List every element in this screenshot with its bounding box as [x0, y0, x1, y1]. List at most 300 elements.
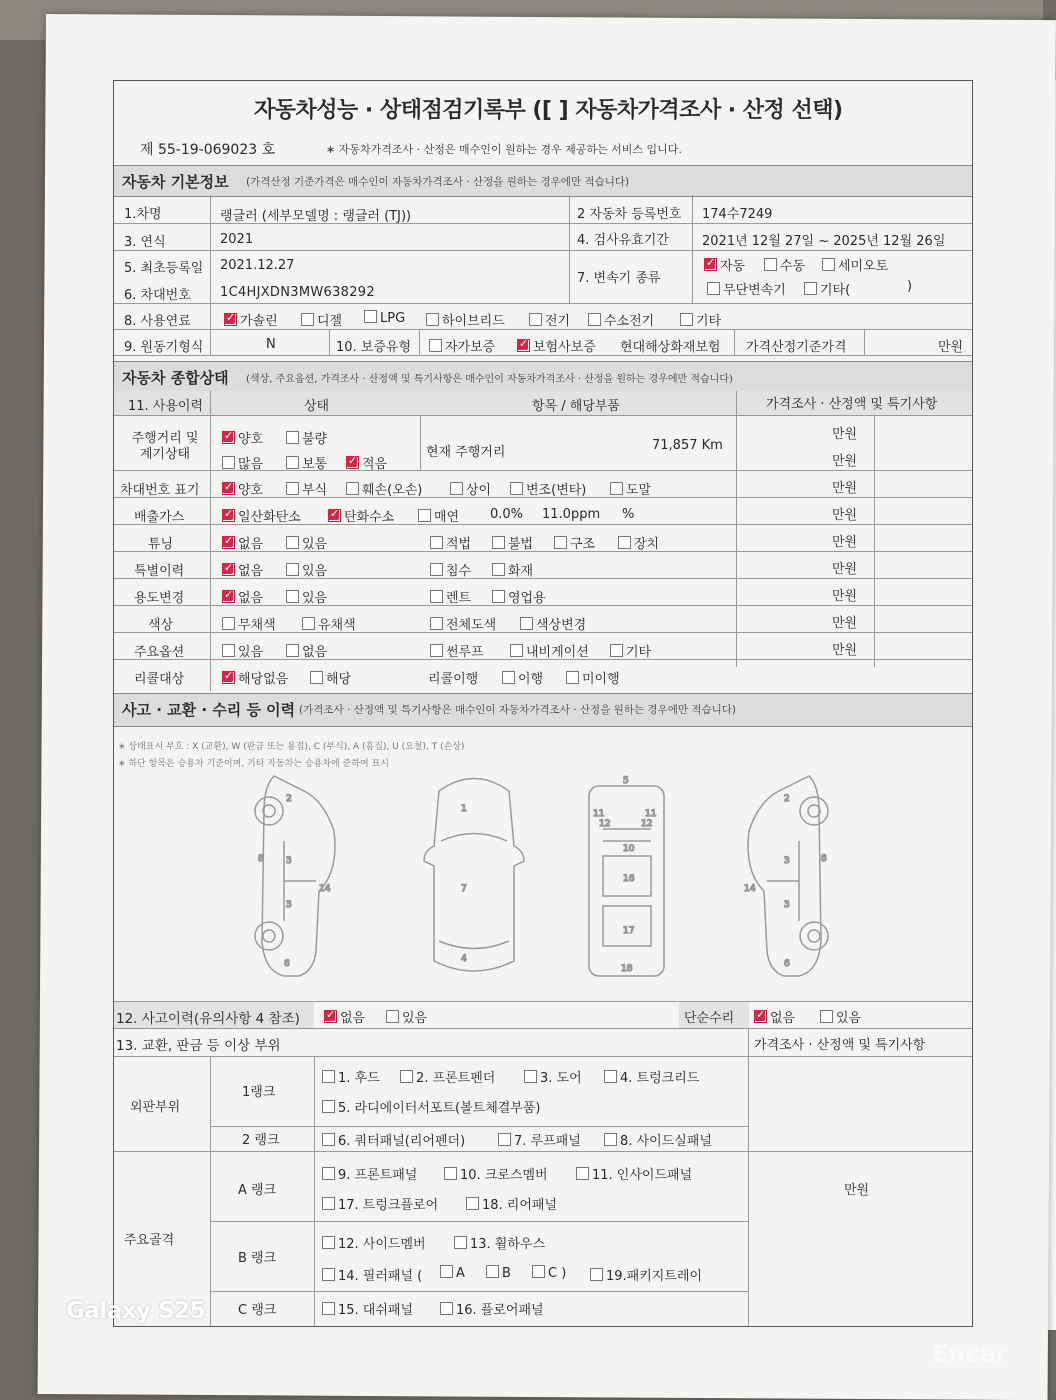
registration-label: 2 자동차 등록번호 — [577, 207, 682, 222]
fuel-hybrid[interactable] — [426, 310, 505, 329]
option-label: 3. 도어 — [540, 1071, 582, 1086]
vin-marking-damaged[interactable] — [346, 479, 422, 498]
svg-text:12: 12 — [641, 819, 653, 829]
price-column-header: 가격조사 · 산정액 및 특기사항 — [766, 397, 938, 412]
checkbox[interactable] — [430, 644, 443, 657]
recall-none[interactable] — [222, 668, 288, 687]
checkbox-checked[interactable] — [517, 339, 530, 352]
option-label: 7. 루프패널 — [514, 1134, 581, 1149]
option-label: 렌트 — [446, 591, 472, 606]
emission-co[interactable] — [222, 506, 301, 525]
checkbox[interactable] — [610, 644, 623, 657]
state-column-header: 상태 — [304, 399, 330, 414]
option-label: 수동 — [780, 259, 806, 274]
checkbox[interactable] — [286, 590, 299, 603]
option-label: 양호 — [238, 483, 264, 498]
option-label: 일산화탄소 — [238, 510, 301, 525]
option-label: 화재 — [508, 564, 534, 579]
tuning-legal[interactable] — [430, 533, 471, 552]
repair-none[interactable] — [754, 1007, 795, 1026]
svg-text:6: 6 — [784, 959, 790, 969]
part-trunk-lid[interactable] — [604, 1067, 699, 1086]
checkbox-checked[interactable] — [222, 590, 235, 603]
option-label: 17. 트렁크플로어 — [338, 1198, 439, 1213]
tuning-device[interactable] — [618, 533, 659, 552]
use-change-none[interactable] — [222, 587, 263, 606]
option-label: 2. 프론트펜더 — [416, 1071, 496, 1086]
option-label: 보험사보증 — [533, 340, 596, 355]
accident-header — [114, 693, 972, 727]
fuel-lpg[interactable] — [364, 310, 405, 326]
tuning-yes[interactable] — [286, 533, 327, 552]
option-label: 썬루프 — [446, 645, 484, 660]
checkbox[interactable] — [588, 313, 601, 326]
option-label: 기타( — [820, 283, 851, 298]
checkbox[interactable] — [498, 1133, 511, 1146]
checkbox[interactable] — [510, 482, 523, 495]
main-frame-label: 주요골격 — [124, 1233, 175, 1248]
checkbox[interactable] — [430, 590, 443, 603]
warranty-insurer[interactable] — [517, 336, 596, 355]
checkbox-checked[interactable] — [704, 258, 717, 271]
transmission-semi-auto-option[interactable] — [822, 255, 888, 274]
option-label: 많음 — [238, 457, 264, 472]
checkbox[interactable] — [322, 1236, 335, 1249]
checkbox-checked[interactable] — [754, 1010, 767, 1023]
tuning-illegal[interactable] — [492, 533, 533, 552]
part-package-tray[interactable] — [590, 1265, 702, 1284]
part-pillar-b[interactable] — [486, 1265, 511, 1281]
repair-yes[interactable] — [820, 1007, 861, 1026]
fuel-electric[interactable] — [529, 310, 570, 329]
checkbox[interactable] — [554, 536, 567, 549]
checkbox[interactable] — [492, 563, 505, 576]
checkbox[interactable] — [604, 1070, 617, 1083]
checkbox[interactable] — [680, 313, 693, 326]
svg-text:18: 18 — [621, 964, 633, 974]
service-note: ∗ 자동차가격조사 · 산정은 매수인이 원하는 경우 제공하는 서비스 입니다. — [326, 143, 682, 156]
part-side-sill[interactable] — [604, 1130, 712, 1149]
checkbox[interactable] — [454, 1236, 467, 1249]
option-label: 상이 — [466, 483, 492, 498]
checkbox[interactable] — [286, 482, 299, 495]
checkbox[interactable] — [322, 1100, 335, 1113]
checkbox[interactable] — [466, 1197, 479, 1210]
part-radiator-support[interactable] — [322, 1097, 541, 1116]
rankA-label: A 랭크 — [238, 1183, 277, 1198]
recall-applicable[interactable] — [310, 668, 351, 687]
option-label: C ) — [548, 1266, 567, 1281]
first-reg-value: 2021.12.27 — [220, 258, 295, 273]
emission-label: 배출가스 — [134, 510, 185, 525]
color-chromatic[interactable] — [302, 614, 356, 633]
fuel-hydrogen[interactable] — [588, 310, 654, 329]
svg-text:14: 14 — [744, 884, 756, 894]
special-fire[interactable] — [492, 560, 533, 579]
warranty-self[interactable] — [429, 336, 495, 355]
mileage-normal[interactable] — [286, 453, 327, 472]
fuel-label: 8. 사용연료 — [124, 314, 191, 329]
checkbox-checked[interactable] — [328, 509, 341, 522]
svg-text:5: 5 — [623, 776, 629, 786]
option-label: 자가보증 — [445, 340, 496, 355]
use-change-commercial[interactable] — [492, 587, 546, 606]
svg-text:3: 3 — [784, 856, 790, 866]
checkbox[interactable] — [302, 617, 315, 630]
status-title: 자동차 종합상태 — [122, 369, 229, 387]
emission-hc-value: 11.0ppm — [542, 507, 601, 522]
option-label: 디젤 — [317, 314, 343, 329]
outer-panel-label: 외판부위 — [130, 1100, 181, 1115]
option-label: 변조(변타) — [526, 483, 587, 498]
checkbox[interactable] — [286, 563, 299, 576]
option-label: 있음 — [836, 1011, 862, 1026]
checkbox[interactable] — [820, 1010, 833, 1023]
option-label: 미이행 — [582, 672, 620, 687]
inspection-form — [113, 80, 973, 1327]
checkbox-checked[interactable] — [346, 456, 359, 469]
svg-text:17: 17 — [623, 926, 635, 936]
part-cross-member[interactable] — [444, 1164, 548, 1183]
checkbox[interactable] — [440, 1302, 453, 1315]
checkbox-checked[interactable] — [222, 509, 235, 522]
part-trunk-floor[interactable] — [322, 1194, 438, 1213]
options-other[interactable] — [610, 641, 651, 660]
fuel-gasoline[interactable] — [224, 310, 278, 329]
special-yes[interactable] — [286, 560, 327, 579]
registration-value: 174수7249 — [702, 207, 773, 222]
checkbox[interactable] — [346, 482, 359, 495]
year-value: 2021 — [220, 232, 254, 247]
checkbox[interactable] — [322, 1302, 335, 1315]
rank2-label: 2 랭크 — [242, 1133, 280, 1148]
checkbox[interactable] — [590, 1268, 603, 1281]
tuning-label: 튜닝 — [148, 537, 174, 552]
checkbox-checked[interactable] — [222, 671, 235, 684]
checkbox[interactable] — [822, 258, 835, 271]
part-front-fender[interactable] — [400, 1067, 495, 1086]
option-label: 없음 — [770, 1011, 796, 1026]
checkbox[interactable] — [430, 536, 443, 549]
vin-marking-corrosion[interactable] — [286, 479, 327, 498]
checkbox-checked[interactable] — [222, 563, 235, 576]
options-sunroof[interactable] — [430, 641, 484, 660]
accident-note: (가격조사 · 산정액 및 특기사항은 매수인이 자동차가격조사 · 산정을 원하는 경우에만 적습니다) — [299, 704, 737, 716]
option-label: 9. 프론트패널 — [338, 1168, 418, 1183]
current-mileage-value: 71,857 Km — [652, 438, 723, 453]
svg-text:12: 12 — [599, 819, 611, 829]
option-label: 있음 — [402, 1011, 428, 1026]
checkbox[interactable] — [492, 536, 505, 549]
use-change-label: 용도변경 — [134, 591, 185, 606]
option-label: 18. 리어패널 — [482, 1198, 558, 1213]
checkbox[interactable] — [576, 1167, 589, 1180]
option-label: 불법 — [508, 537, 534, 552]
mileage-many[interactable] — [222, 453, 263, 472]
option-label: 도말 — [626, 483, 652, 498]
vin-marking-good[interactable] — [222, 479, 263, 498]
checkbox[interactable] — [520, 617, 533, 630]
special-flood[interactable] — [430, 560, 471, 579]
price-unit: 만원 — [832, 454, 858, 469]
status-header — [114, 361, 972, 393]
main-options-label: 주요옵션 — [134, 645, 185, 660]
checkbox[interactable] — [400, 1070, 413, 1083]
year-label: 3. 연식 — [124, 235, 166, 250]
checkbox[interactable] — [418, 509, 431, 522]
option-label: 세미오토 — [838, 259, 889, 274]
recall-done[interactable] — [502, 668, 543, 687]
checkbox-checked[interactable] — [222, 482, 235, 495]
tuning-structure[interactable] — [554, 533, 595, 552]
option-label: 전기 — [545, 314, 571, 329]
parts-price-label: 가격조사 · 산정액 및 특기사항 — [754, 1038, 926, 1053]
checkbox[interactable] — [322, 1268, 335, 1281]
first-reg-label: 5. 최초등록일 — [124, 261, 204, 276]
item-column-header: 항목 / 해당부품 — [532, 399, 620, 414]
recall-action-label: 리콜이행 — [428, 672, 479, 687]
checkbox[interactable] — [707, 282, 720, 295]
part-rear-panel[interactable] — [466, 1194, 557, 1213]
checkbox[interactable] — [386, 1010, 399, 1023]
recall-label: 리콜대상 — [134, 672, 185, 687]
parts-price-unit: 만원 — [844, 1183, 870, 1198]
recall-not-done[interactable] — [566, 668, 620, 687]
option-label: 12. 사이드멤버 — [338, 1237, 426, 1252]
option-label: 15. 대쉬패널 — [338, 1303, 414, 1318]
checkbox[interactable] — [286, 536, 299, 549]
warranty-label: 10. 보증유형 — [336, 340, 412, 355]
vin-marking-label: 차대번호 표기 — [120, 483, 200, 498]
checkbox[interactable] — [440, 1265, 453, 1278]
accident-none[interactable] — [324, 1007, 365, 1026]
checkbox[interactable] — [364, 310, 377, 323]
part-pillar-panel[interactable] — [322, 1265, 422, 1284]
options-yes[interactable] — [222, 641, 263, 660]
checkbox[interactable] — [222, 456, 235, 469]
checkbox[interactable] — [322, 1167, 335, 1180]
option-label: 19.패키지트레이 — [606, 1269, 703, 1284]
option-label: 없음 — [238, 591, 264, 606]
checkbox[interactable] — [566, 671, 579, 684]
checkbox[interactable] — [322, 1133, 335, 1146]
svg-text:10: 10 — [623, 844, 635, 854]
checkbox[interactable] — [502, 671, 515, 684]
price-unit: 만원 — [832, 643, 858, 658]
usage-column-header: 11. 사용이력 — [128, 399, 204, 414]
options-navigation[interactable] — [510, 641, 589, 660]
checkbox-checked[interactable] — [224, 313, 237, 326]
checkbox[interactable] — [426, 313, 439, 326]
price-unit: 만원 — [832, 562, 858, 577]
part-pillar-a[interactable] — [440, 1265, 465, 1281]
vin-label: 6. 차대번호 — [124, 288, 191, 303]
checkbox[interactable] — [286, 456, 299, 469]
use-change-rent[interactable] — [430, 587, 471, 606]
option-label: 탄화수소 — [344, 510, 395, 525]
option-label: B — [502, 1266, 511, 1281]
use-change-yes[interactable] — [286, 587, 327, 606]
fuel-diesel[interactable] — [301, 310, 342, 329]
basic-info-header — [114, 165, 972, 197]
option-label: 색상변경 — [536, 618, 587, 633]
svg-text:6: 6 — [284, 959, 290, 969]
transmission-auto-option[interactable] — [704, 255, 745, 274]
checkbox[interactable] — [804, 282, 817, 295]
mileage-label: 주행거리 및 계기상태 — [131, 431, 199, 462]
part-door[interactable] — [524, 1067, 582, 1086]
valid-period-label: 4. 검사유효기간 — [577, 233, 669, 248]
checkbox[interactable] — [322, 1197, 335, 1210]
checkbox[interactable] — [492, 590, 505, 603]
transmission-manual-option[interactable] — [764, 255, 805, 274]
color-full-paint[interactable] — [430, 614, 496, 633]
svg-text:8: 8 — [821, 854, 827, 864]
checkbox[interactable] — [764, 258, 777, 271]
brand-watermark: Encar — [932, 1340, 1008, 1368]
accident-history-label: 12. 사고이력(유의사항 4 참조) — [116, 1011, 300, 1027]
svg-text:14: 14 — [319, 884, 331, 894]
part-pillar-c[interactable] — [532, 1265, 566, 1281]
option-label: 훼손(오손) — [362, 483, 423, 498]
svg-text:1: 1 — [461, 804, 467, 814]
engine-value: N — [266, 337, 276, 352]
checkbox[interactable] — [429, 339, 442, 352]
parts-label: 13. 교환, 판금 등 이상 부위 — [116, 1038, 281, 1054]
part-wheel-house[interactable] — [454, 1233, 545, 1252]
option-label: 무단변속기 — [723, 283, 786, 298]
current-mileage-label: 현재 주행거리 — [426, 445, 506, 460]
option-label: 영업용 — [508, 591, 546, 606]
option-label: 해당 — [326, 672, 352, 687]
price-basis-unit: 만원 — [938, 340, 964, 355]
price-unit: 만원 — [832, 616, 858, 631]
svg-text:3: 3 — [286, 856, 292, 866]
transmission-other-option[interactable] — [804, 279, 850, 298]
option-label: 해당없음 — [238, 672, 289, 687]
checkbox[interactable] — [430, 563, 443, 576]
checkbox[interactable] — [301, 313, 314, 326]
vin-marking-mismatch[interactable] — [450, 479, 491, 498]
legend-note: ∗ 하단 항목은 승용차 기준이며, 기타 자동차는 승용차에 준하여 표시 — [118, 759, 389, 769]
car-right-side-diagram — [729, 771, 839, 981]
option-label: 유채색 — [318, 618, 356, 633]
part-front-panel[interactable] — [322, 1164, 417, 1183]
transmission-cvt-option[interactable] — [707, 279, 786, 298]
checkbox[interactable] — [486, 1265, 499, 1278]
mileage-good[interactable] — [222, 428, 263, 447]
color-achromatic[interactable] — [222, 614, 276, 633]
checkbox[interactable] — [450, 482, 463, 495]
engine-label: 9. 원동기형식 — [124, 340, 204, 355]
option-label: 없음 — [238, 564, 264, 579]
checkbox[interactable] — [322, 1070, 335, 1083]
mileage-bad[interactable] — [286, 428, 327, 447]
checkbox[interactable] — [529, 313, 542, 326]
option-label: 있음 — [302, 564, 328, 579]
emission-smoke[interactable] — [418, 506, 459, 525]
part-hood[interactable] — [322, 1067, 380, 1086]
part-roof-panel[interactable] — [498, 1130, 581, 1149]
special-none[interactable] — [222, 560, 263, 579]
svg-text:3: 3 — [784, 900, 790, 910]
checkbox[interactable] — [222, 617, 235, 630]
checkbox-checked[interactable] — [324, 1010, 337, 1023]
basic-info-note: (가격산정 기준가격은 매수인이 자동차가격조사 · 산정을 원하는 경우에만 적습니다) — [246, 176, 630, 188]
car-left-side-diagram — [244, 771, 354, 981]
rank1-label: 1랭크 — [242, 1085, 276, 1100]
part-side-member[interactable] — [322, 1233, 426, 1252]
checkbox[interactable] — [618, 536, 631, 549]
checkbox[interactable] — [286, 644, 299, 657]
checkbox[interactable] — [310, 671, 323, 684]
checkbox[interactable] — [430, 617, 443, 630]
option-label: 매연 — [434, 510, 460, 525]
price-unit: 만원 — [832, 535, 858, 550]
checkbox-checked[interactable] — [222, 431, 235, 444]
mileage-few[interactable] — [346, 453, 387, 472]
option-label: 1. 후드 — [338, 1071, 380, 1086]
option-label: 14. 필러패널 ( — [338, 1269, 423, 1284]
checkbox-checked[interactable] — [222, 536, 235, 549]
checkbox[interactable] — [604, 1133, 617, 1146]
vin-marking-smeared[interactable] — [610, 479, 651, 498]
vin-marking-altered[interactable] — [510, 479, 586, 498]
part-floor-panel[interactable] — [440, 1299, 544, 1318]
emission-hc[interactable] — [328, 506, 394, 525]
checkbox[interactable] — [286, 431, 299, 444]
option-label: 8. 사이드실패널 — [620, 1134, 712, 1149]
checkbox[interactable] — [532, 1265, 545, 1278]
option-label: 16. 플로어패널 — [456, 1303, 544, 1318]
transmission-other-close: ) — [907, 279, 913, 294]
option-label: 구조 — [570, 537, 596, 552]
option-label: 자동 — [720, 259, 746, 274]
special-history-label: 특별이력 — [134, 564, 185, 579]
emission-smoke-unit: % — [622, 507, 635, 522]
checkbox[interactable] — [524, 1070, 537, 1083]
option-label: 침수 — [446, 564, 472, 579]
option-label: 양호 — [238, 432, 264, 447]
legend-symbols: ∗ 상태표시 부호 : X (교환), W (판금 또는 용접), C (부식), A (흠집), U (요철), T (손상) — [118, 742, 465, 752]
checkbox[interactable] — [444, 1167, 457, 1180]
part-quarter-panel[interactable] — [322, 1130, 465, 1149]
insurer-name: 현대해상화재보험 — [620, 340, 721, 355]
part-inside-panel[interactable] — [576, 1164, 692, 1183]
option-label: 4. 트렁크리드 — [620, 1071, 700, 1086]
option-label: 13. 휠하우스 — [470, 1237, 546, 1252]
option-label: 있음 — [238, 645, 264, 660]
color-changed[interactable] — [520, 614, 586, 633]
option-label: A — [456, 1266, 465, 1281]
checkbox[interactable] — [510, 644, 523, 657]
car-name-label: 1.차명 — [124, 207, 162, 222]
tuning-none[interactable] — [222, 533, 263, 552]
options-no[interactable] — [286, 641, 327, 660]
car-top-front-diagram — [419, 771, 529, 981]
checkbox[interactable] — [222, 644, 235, 657]
accident-yes[interactable] — [386, 1007, 427, 1026]
option-label: 수소전기 — [604, 314, 655, 329]
option-label: 가솔린 — [240, 314, 278, 329]
checkbox[interactable] — [610, 482, 623, 495]
part-dash-panel[interactable] — [322, 1299, 413, 1318]
option-label: 있음 — [302, 591, 328, 606]
price-unit: 만원 — [832, 589, 858, 604]
svg-text:11: 11 — [645, 809, 657, 819]
fuel-other[interactable] — [680, 310, 721, 329]
svg-text:4: 4 — [461, 954, 467, 964]
